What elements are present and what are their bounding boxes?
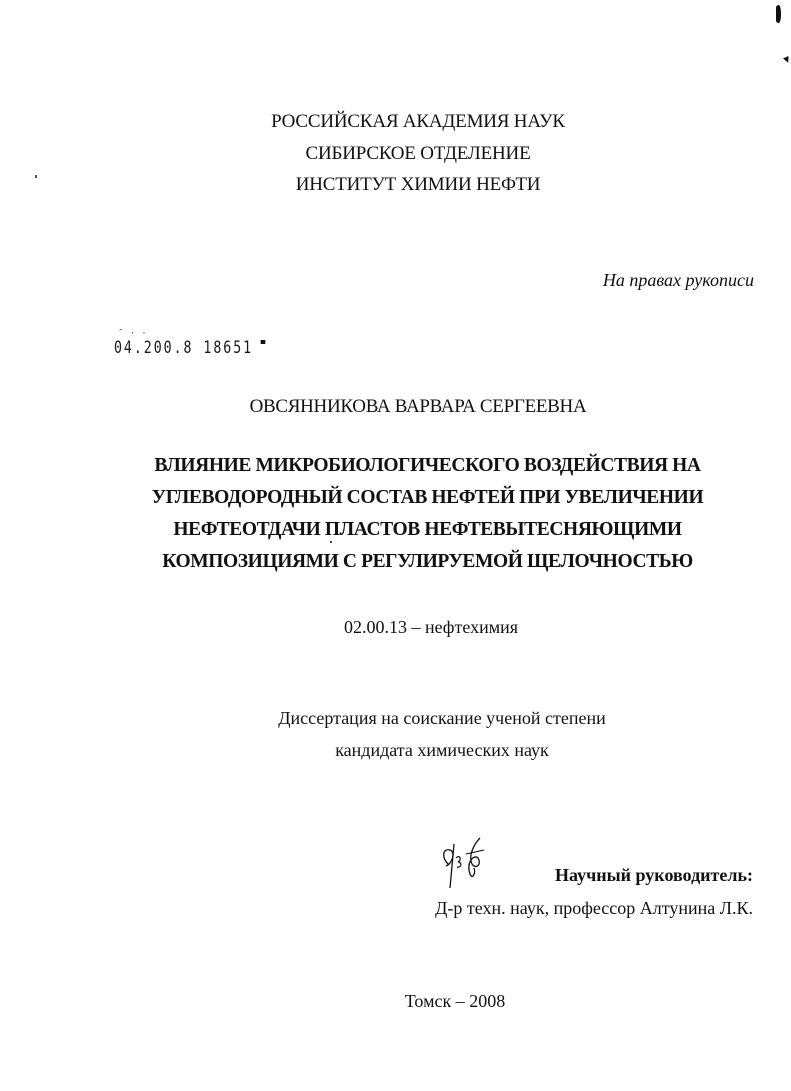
dissertation-title-line: КОМПОЗИЦИЯМИ С РЕГУЛИРУЕМОЙ ЩЕЛОЧНОСТЬЮ [162, 551, 693, 572]
specialty-code: 02.00.13 – нефтехимия [343, 617, 519, 637]
supervisor-label: Научный руководитель: [555, 865, 753, 885]
city-year: Томск – 2008 [404, 991, 506, 1011]
manuscript-rights-note: На правах рукописи [602, 270, 754, 290]
author-name: ОВСЯННИКОВА ВАРВАРА СЕРГЕЕВНА [249, 396, 587, 417]
degree-line: кандидата химических наук [335, 740, 549, 760]
degree-line: Диссертация на соискание ученой степени [278, 708, 606, 728]
stamp-number: 04.200.8 18651 [114, 338, 254, 358]
scan-artifact-mark [783, 56, 791, 64]
registration-stamp [114, 329, 266, 358]
stamp-dots: ˜ · · [118, 329, 148, 339]
organization-line-academy: РОССИЙСКАЯ АКАДЕМИЯ НАУК [271, 111, 565, 132]
organization-line-institute: ИНСТИТУТ ХИМИИ НЕФТИ [295, 174, 541, 195]
dissertation-title-line: НЕФТЕОТДАЧИ ПЛАСТОВ НЕФТЕВЫТЕСНЯЮЩИМИ [173, 519, 682, 540]
dissertation-title-line: УГЛЕВОДОРОДНЫЙ СОСТАВ НЕФТЕЙ ПРИ УВЕЛИЧЕНИИ [151, 487, 704, 508]
stamp-mark-icon [261, 340, 266, 344]
supervisor-name: Д-р техн. наук, профессор Алтунина Л.К. [435, 898, 753, 918]
signature-icon [436, 834, 496, 890]
scan-artifact-speck [330, 541, 332, 543]
dissertation-title-line: ВЛИЯНИЕ МИКРОБИОЛОГИЧЕСКОГО ВОЗДЕЙСТВИЯ НА [154, 455, 701, 476]
organization-line-branch: СИБИРСКОЕ ОТДЕЛЕНИЕ [305, 143, 531, 164]
scan-artifact-mark [776, 5, 781, 23]
